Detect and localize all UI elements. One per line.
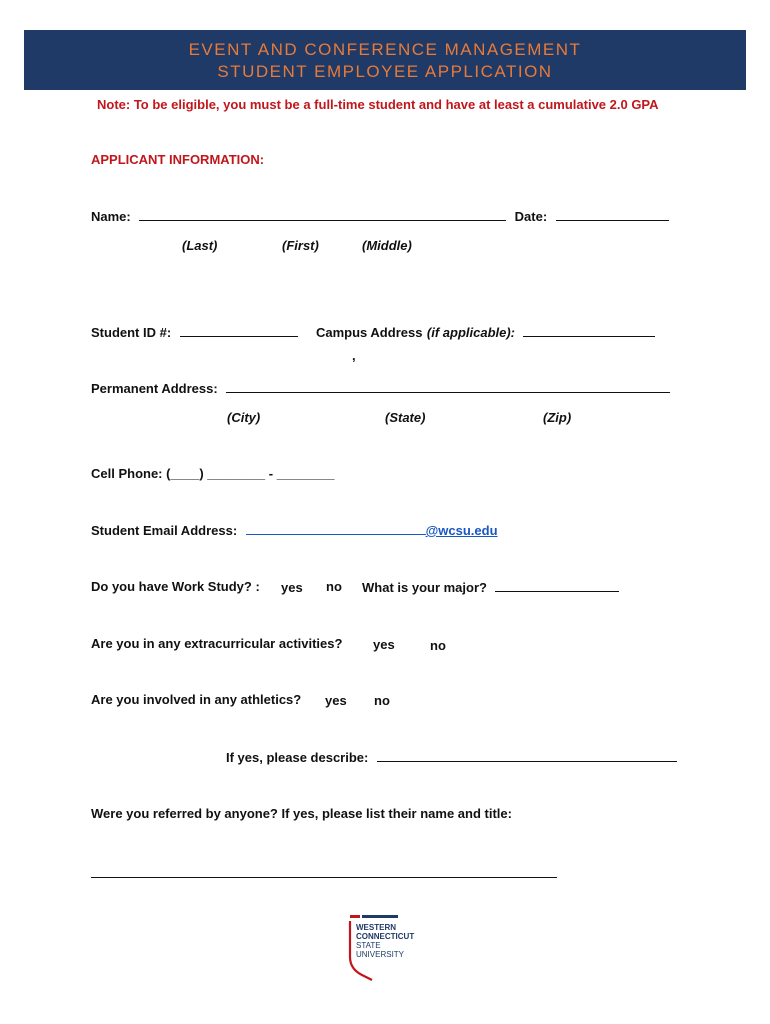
- name-part-middle: (Middle): [362, 238, 412, 253]
- header-banner: [24, 30, 746, 90]
- work-study-label: Do you have Work Study? :: [91, 579, 260, 594]
- extracurricular-no[interactable]: no: [430, 638, 446, 653]
- athletics-label: Are you involved in any athletics?: [91, 692, 302, 707]
- permanent-address-row: [91, 380, 670, 398]
- campus-address-field[interactable]: [523, 324, 655, 337]
- address-part-city: (City): [227, 410, 261, 425]
- eligibility-note: Note: To be eligible, you must be a full-time student and have at least a cumulative 2.0 GPA: [97, 97, 659, 112]
- referred-label: Were you referred by anyone? If yes, please list their name and title:: [91, 806, 512, 821]
- referred-field[interactable]: [91, 865, 557, 878]
- email-label: Student Email Address:: [91, 523, 238, 538]
- date-label: Date:: [514, 209, 548, 224]
- email-domain: @wcsu.edu: [425, 523, 498, 538]
- permanent-address-field[interactable]: [226, 380, 670, 393]
- form-title-line1: EVENT AND CONFERENCE MANAGEMENT: [188, 40, 582, 59]
- describe-field[interactable]: [377, 749, 677, 762]
- cell-phone-field[interactable]: Cell Phone: (____) ________ - ________: [91, 466, 335, 481]
- campus-address-hint: (if applicable):: [426, 325, 516, 340]
- logo-line3: STATE: [356, 941, 381, 950]
- work-study-no[interactable]: no: [326, 579, 342, 594]
- wcsu-logo: [346, 913, 436, 983]
- athletics-no[interactable]: no: [374, 693, 390, 708]
- extracurricular-label: Are you in any extracurricular activities?: [91, 636, 343, 651]
- name-row: [91, 208, 669, 226]
- extracurricular-yes[interactable]: yes: [373, 637, 395, 652]
- date-field[interactable]: [556, 208, 669, 221]
- student-id-field[interactable]: [180, 324, 298, 337]
- name-part-first: (First): [282, 238, 319, 253]
- logo-line2: CONNECTICUT: [356, 932, 415, 941]
- email-row: [91, 522, 498, 540]
- work-study-yes[interactable]: yes: [281, 580, 303, 595]
- describe-row: [226, 749, 677, 767]
- campus-address-row: [316, 324, 655, 342]
- address-part-zip: (Zip): [543, 410, 572, 425]
- major-field[interactable]: [495, 579, 619, 592]
- section-title: APPLICANT INFORMATION:: [91, 152, 265, 167]
- stray-comma: ,: [352, 348, 356, 363]
- permanent-address-label: Permanent Address:: [91, 381, 218, 396]
- logo-line1: WESTERN: [356, 923, 396, 932]
- major-label: What is your major?: [362, 580, 487, 595]
- form-title-line2: STUDENT EMPLOYEE APPLICATION: [217, 62, 553, 81]
- name-part-last: (Last): [182, 238, 218, 253]
- email-field[interactable]: [246, 522, 426, 535]
- campus-address-label: Campus Address: [316, 325, 423, 340]
- athletics-yes[interactable]: yes: [325, 693, 347, 708]
- student-id-label: Student ID #:: [91, 325, 172, 340]
- name-label: Name:: [91, 209, 131, 224]
- describe-label: If yes, please describe:: [226, 750, 369, 765]
- student-id-row: [91, 324, 298, 342]
- address-part-state: (State): [385, 410, 426, 425]
- major-row: [362, 579, 619, 597]
- logo-line4: UNIVERSITY: [356, 950, 405, 959]
- name-field[interactable]: [139, 208, 506, 221]
